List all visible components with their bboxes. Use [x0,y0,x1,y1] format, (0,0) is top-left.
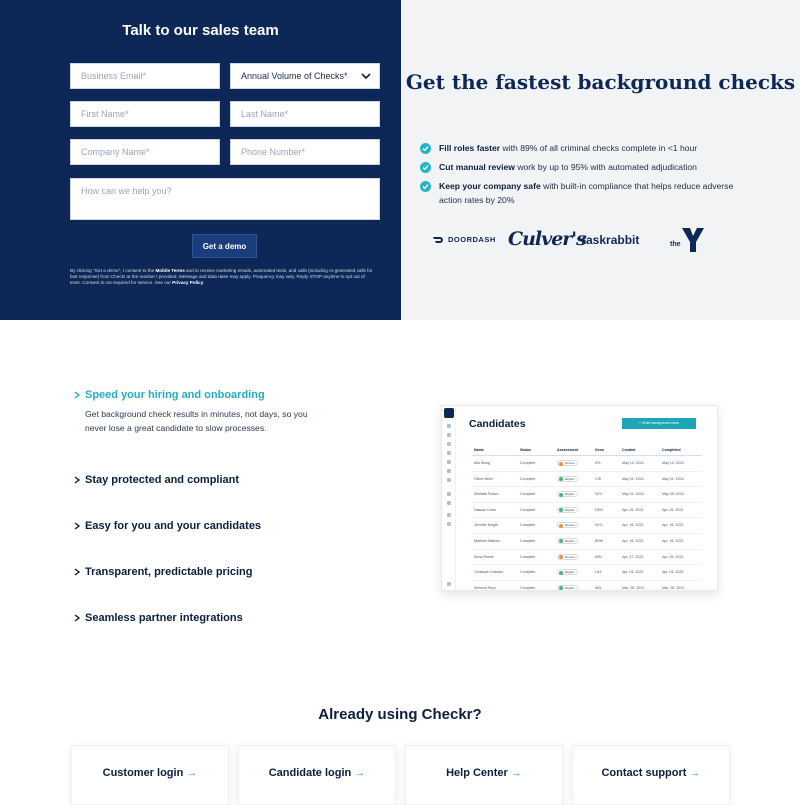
arrow-right-icon: → [354,767,366,779]
feature-title[interactable] [74,565,253,579]
existing-users-title: Already using Checkr? [318,706,482,723]
business-email-field[interactable]: Business Email* [70,63,220,89]
benefit-bold: Keep your company safe [439,181,541,191]
check-icon [420,181,431,192]
table-row [472,581,702,591]
contact-support-card[interactable] [572,745,730,805]
candidate-status: Complete [520,554,536,559]
candidate-geo: BRM [595,538,603,543]
candidate-status: Complete [520,538,536,543]
check-icon [420,162,431,173]
feature-description: Get background check results in minutes, not days, so you never lose a great candidate to slow processes. [85,409,308,433]
column-header: Completed [662,448,681,452]
customer-login-card[interactable] [71,745,229,805]
candidate-status: Complete [520,492,536,497]
sales-form-panel [0,0,401,320]
candidate-name: Christoph Volodes [474,570,504,575]
table-row [472,503,702,519]
assessment-label: Eligible [565,507,575,512]
created-date: Apr. 26, 2024 [622,507,644,512]
disclaimer-text: . [203,280,205,286]
feature-title[interactable] [74,519,261,533]
help-center-card[interactable] [405,745,563,805]
chevron-right-icon [74,522,80,530]
completed-date: Mar. 28, 2024 [662,585,684,590]
assessment-label: Review [565,554,575,559]
table-row [472,518,702,534]
feature-pricing[interactable] [74,565,253,579]
candidate-status: Complete [520,507,536,512]
created-date: May 01, 2024 [622,492,644,497]
phone-number-field[interactable]: Phone Number* [230,139,380,165]
benefit-item [420,160,740,174]
status-dot-icon [559,524,563,528]
annual-volume-label: Annual Volume of Checks* [241,71,348,81]
candidate-name: Anna Reese [474,554,494,559]
table-row [472,456,702,472]
assessment-label: Review [565,461,575,465]
ymca-logo [670,226,706,256]
annual-volume-select[interactable] [230,63,380,89]
benefit-text: work by up to 95% with automated adjudication [514,162,697,172]
assessment-label: Eligible [565,476,575,481]
candidate-status: Complete [520,523,536,528]
candidate-name: Michelle Rosen [474,492,499,497]
candidate-name: Marleen Nielsen [474,538,500,543]
card-label [573,767,729,779]
message-textarea[interactable]: How can we help you? [70,178,380,220]
completed-date: May 01, 2024 [662,476,684,481]
chevron-right-icon [74,614,80,622]
feature-compliance[interactable] [74,473,239,487]
column-header: Created [622,448,636,452]
column-header: Assessment [557,448,579,452]
chevron-right-icon [74,476,80,484]
assessment-badge [557,538,578,544]
assessment-label: Eligible [565,585,575,590]
mockup-sidebar [442,406,456,591]
candidate-name: Mia Wong [474,461,491,465]
benefit-bold: Cut manual review [439,162,515,172]
check-icon [420,143,431,154]
candidates-table [472,446,702,591]
assessment-badge [557,491,578,497]
feature-title-text: Easy for you and your candidates [85,520,262,532]
card-label [406,767,562,779]
nav-icon [447,522,451,526]
table-row [472,487,702,503]
benefit-bold: Fill roles faster [439,143,501,153]
nav-icon [447,460,451,464]
created-date: May 01, 2024 [622,476,644,481]
assessment-badge [557,476,578,482]
candidate-geo: ABL [595,585,602,590]
candidate-geo: NYC [595,523,603,528]
candidate-login-card[interactable] [238,745,396,805]
card-label-text: Help Center [446,767,508,779]
completed-date: May 10, 2024 [662,461,684,465]
completed-date: Apr. 16, 2024 [662,523,684,528]
completed-date: Apr. 03, 2024 [662,570,684,575]
form-title: Talk to our sales team [122,22,279,39]
benefit-list [420,141,740,212]
table-row [472,565,702,581]
nav-icon [447,451,451,455]
status-dot-icon [559,571,563,575]
feature-title[interactable] [74,611,243,625]
chevron-right-icon [74,568,80,576]
hero-title: Get the fastest background checks [405,70,796,94]
feature-title-text: Seamless partner integrations [85,612,243,624]
disclaimer-text: and to receive marketing emails, automated texts, and calls (including AI-generated calls for fast response) from Checkr at the number I provided. Message and data rates may apply. Frequency may vary. Reply STOP anytime to opt out of texts. Consent is not required for service. See our [70,268,373,286]
feature-integrations[interactable] [74,611,243,625]
column-header: Name [474,448,484,452]
candidate-geo: LAX [595,570,602,575]
chevron-down-icon [361,71,371,81]
first-name-field[interactable]: First Name* [70,101,220,127]
ymca-icon [670,226,706,254]
taskrabbit-logo: taskrabbit [582,233,640,247]
status-dot-icon [559,539,563,543]
candidate-name: Oliver Miller [474,476,493,481]
benefit-text: with built-in compliance that helps reduce adverse action rates by 20% [439,181,734,205]
candidate-name: Hassan Umar [474,507,496,512]
assessment-label: Eligible [565,538,575,543]
arrow-right-icon: → [186,767,198,779]
column-header: Geos [595,448,604,452]
card-label-text: Candidate login [268,767,352,779]
nav-icon [447,492,451,496]
privacy-policy-link[interactable]: Privacy Policy [172,280,204,286]
candidate-geo: CHI [595,476,602,481]
doordash-wordmark: DOORDASH [448,235,496,244]
created-date: Apr. 16, 2024 [622,523,644,528]
candidate-status: Complete [520,461,536,465]
created-date: Apr. 07, 2024 [622,554,644,559]
status-dot-icon [559,462,563,466]
svg-text:the: the [670,241,681,248]
table-row [472,534,702,550]
status-dot-icon [559,586,563,590]
created-date: Mar. 28, 2024 [622,585,644,590]
benefit-item [420,179,740,207]
candidate-status: Complete [520,476,536,481]
created-date: Apr. 16, 2024 [622,538,644,543]
column-header: Status [520,448,531,452]
doordash-icon [433,236,445,243]
benefit-text: with 89% of all criminal checks complete in <1 hour [500,143,698,153]
status-dot-icon [559,493,563,497]
arrow-right-icon: → [510,767,522,779]
assessment-badge [557,554,578,560]
created-date: Apr. 03, 2024 [622,570,644,575]
status-dot-icon [559,555,563,559]
assessment-badge [557,569,578,575]
mockup-title: Candidates [469,418,526,430]
card-label [72,767,228,779]
consent-disclaimer [70,268,375,287]
completed-date: May 09, 2024 [662,492,684,497]
feature-title-text: Transparent, predictable pricing [85,566,253,578]
assessment-label: Review [565,523,575,528]
candidate-geo: NYC [595,492,603,497]
completed-date: Apr. 09, 2024 [662,554,684,559]
assessment-label: Eligible [565,492,575,497]
table-row [472,550,702,566]
nav-icon [447,433,451,437]
candidate-name: Jennifer Knight [474,523,498,528]
assessment-badge [557,585,578,591]
status-dot-icon [559,477,563,481]
nav-icon [447,478,451,482]
nav-icon [447,424,451,428]
culvers-logo: Culver's [508,228,586,250]
feature-title[interactable] [74,473,239,487]
nav-icon [447,469,451,473]
mobile-terms-link[interactable]: Mobile Terms [155,268,185,273]
nav-icon [447,513,451,517]
candidate-geo: DEN [595,507,603,512]
doordash-logo [433,235,496,244]
order-check-button: + Order background check [622,418,696,429]
card-label [239,767,395,779]
candidate-status: Complete [520,570,536,575]
arrow-right-icon: → [689,767,701,779]
company-name-field[interactable]: Company Name* [70,139,220,165]
card-label-text: Customer login [102,767,184,779]
candidate-name: Stevens Ricci [474,585,496,590]
card-label-text: Contact support [601,767,687,779]
feature-title-text: Stay protected and compliant [85,474,240,486]
assessment-label: Eligible [565,570,575,575]
nav-icon [447,582,451,586]
feature-title[interactable] [74,388,314,402]
get-demo-button[interactable]: Get a demo [192,234,257,258]
disclaimer-text: By clicking "Get a demo", I consent to the [70,268,156,273]
table-header [472,446,702,456]
assessment-badge [557,522,578,528]
top-section [0,0,800,320]
completed-date: Apr. 16, 2024 [662,538,684,543]
customer-logos [430,225,720,255]
feature-title-text: Speed your hiring and onboarding [85,389,265,401]
nav-icon [447,501,451,505]
status-dot-icon [559,508,563,512]
completed-date: Apr. 26, 2024 [662,507,684,512]
table-row [472,472,702,488]
nav-icon [447,442,451,446]
last-name-field[interactable]: Last Name* [230,101,380,127]
candidate-geo: ATL [595,461,602,465]
candidate-status: Complete [520,585,536,590]
benefit-item [420,141,740,155]
candidates-dashboard-mockup [441,405,718,591]
feature-easy[interactable] [74,519,261,533]
created-date: May 10, 2024 [622,461,644,465]
candidate-geo: MIN [595,554,602,559]
chevron-right-icon [74,391,80,399]
assessment-badge [557,507,578,513]
app-logo-icon [444,408,454,418]
feature-speed[interactable] [74,388,314,435]
assessment-badge [557,460,578,466]
